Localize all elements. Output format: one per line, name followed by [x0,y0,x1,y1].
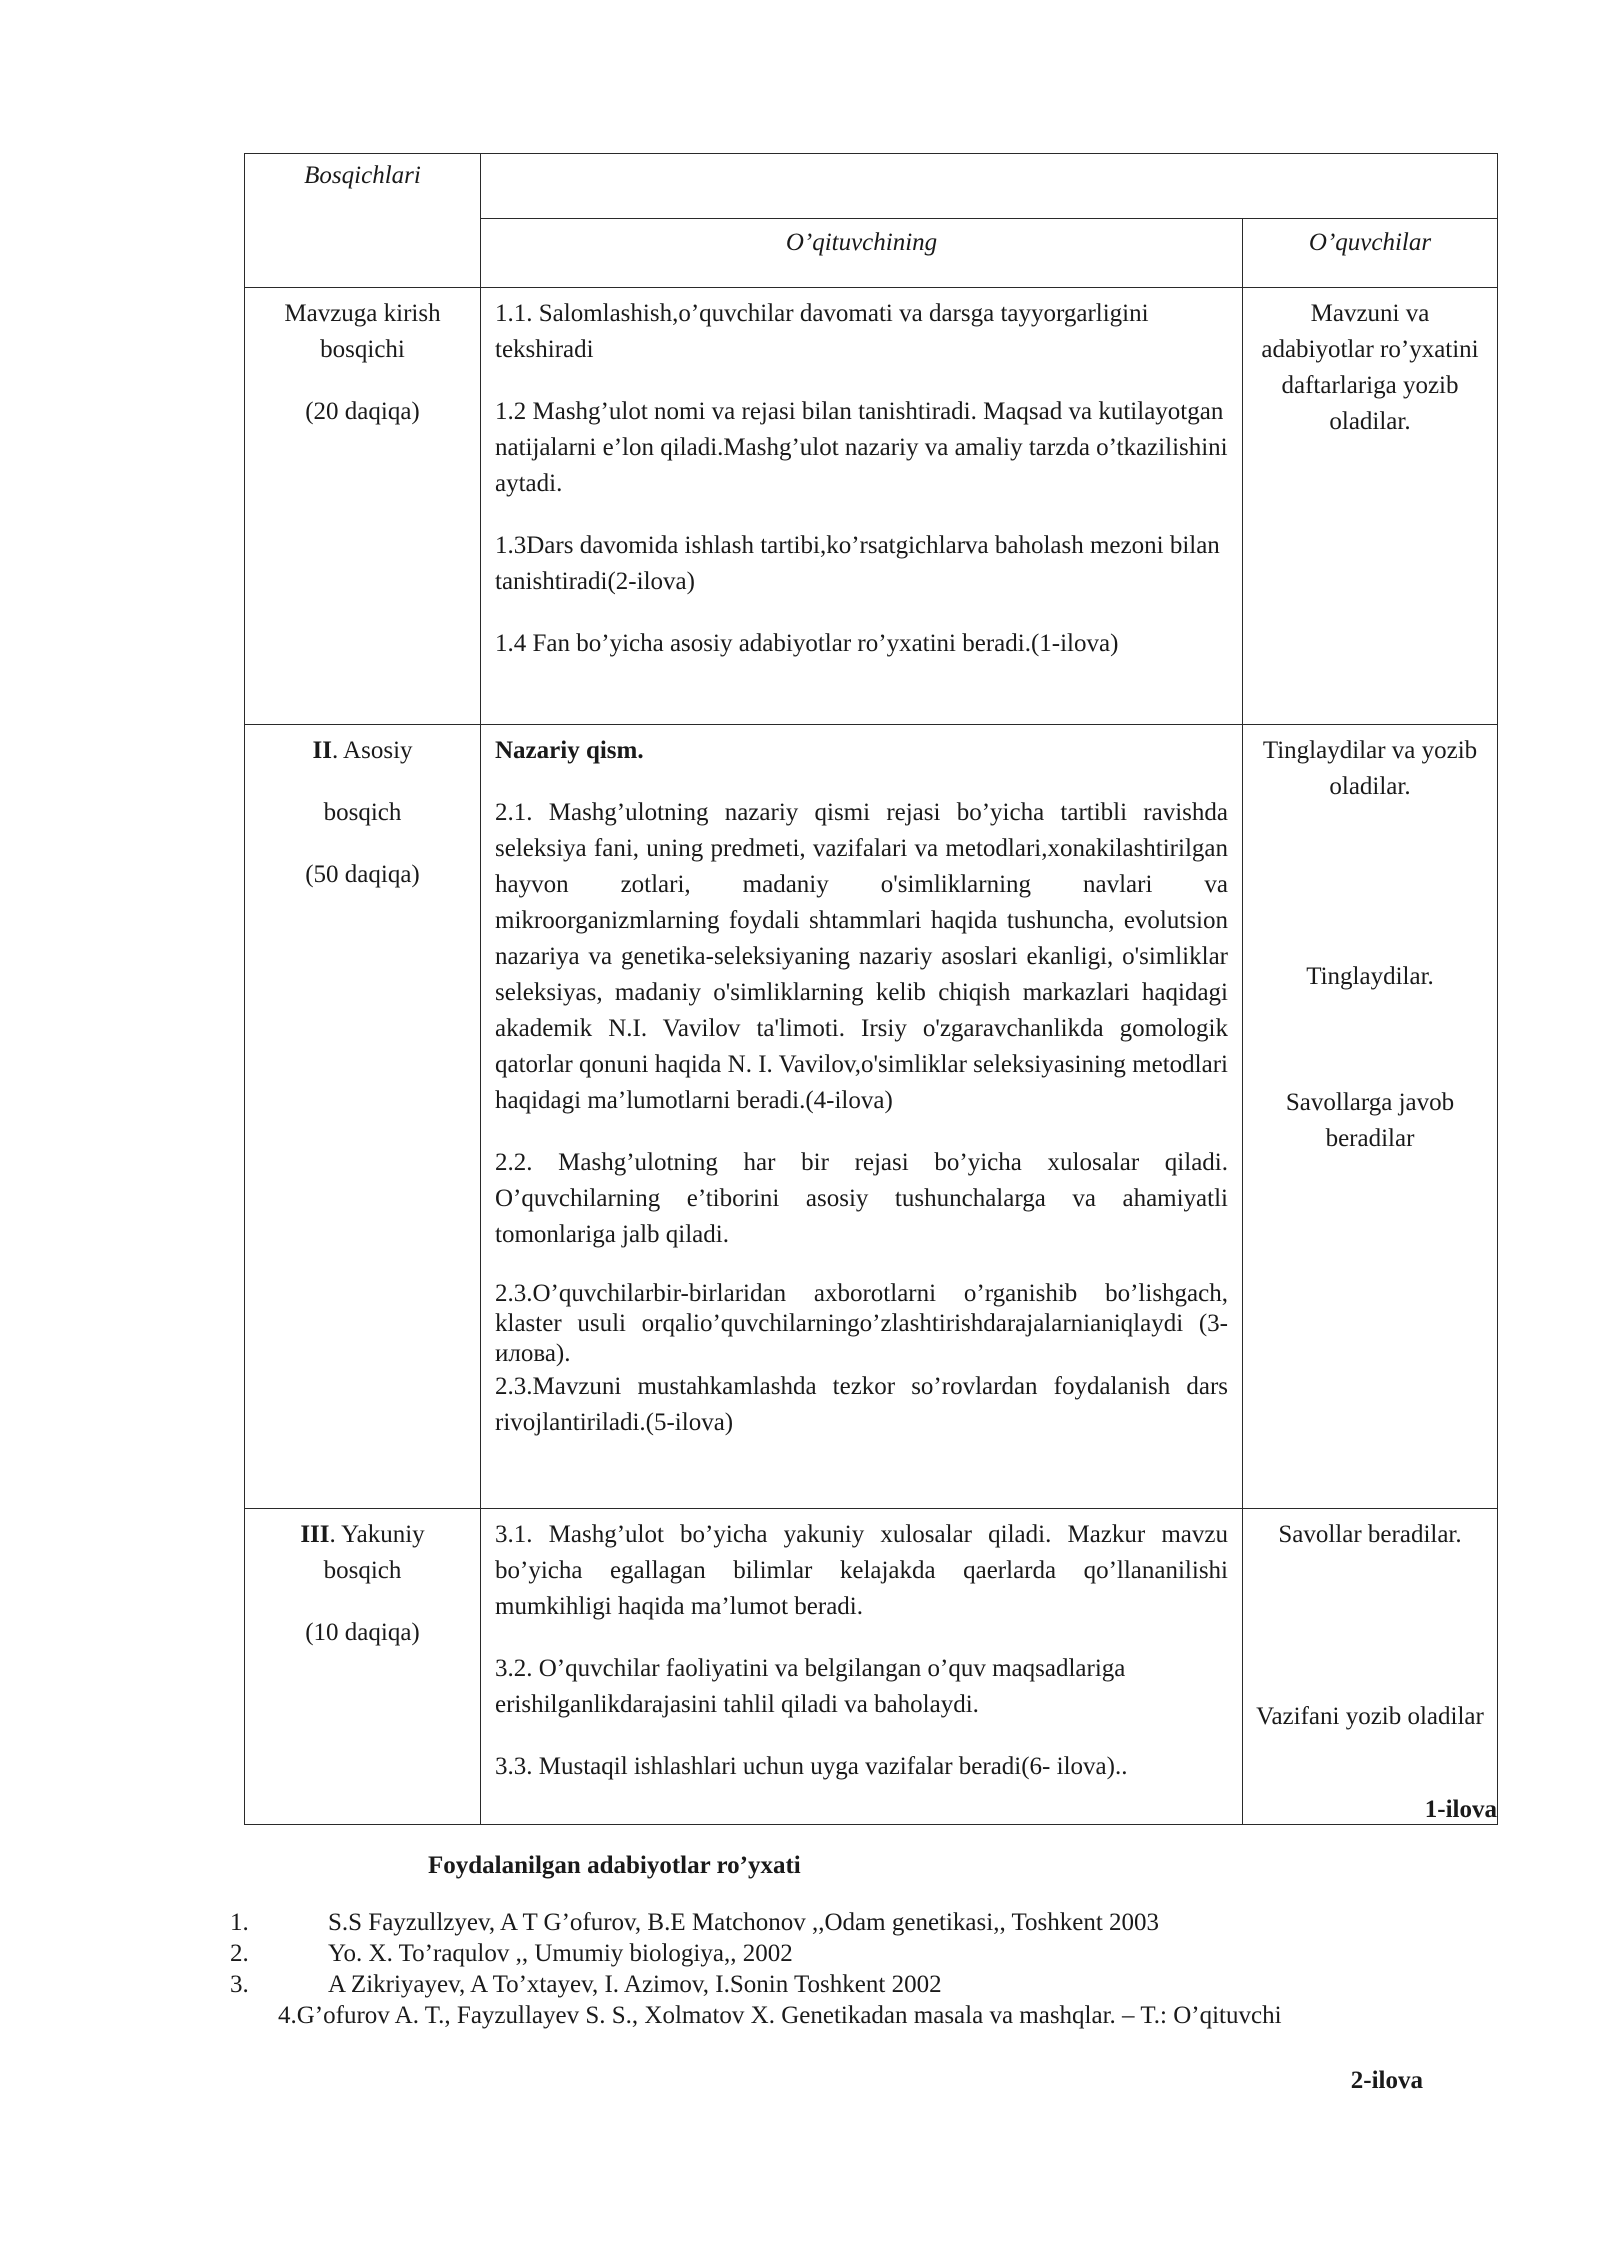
stage-name: . Asosiy [331,737,413,764]
lesson-plan-table [244,153,1498,1825]
list-item [230,1907,1480,1938]
teacher-step: 2.3.O’quvchilarbir-birlaridan axborotlarni o’rganishib bo’lishgach, klaster usuli orqalio’quvchilarningo’zlashtirishdarajalarnianiqlaydi (3-илова). [495,1280,1228,1367]
header-empty-cell [481,154,1498,219]
appendix-2-label: 2-ilova [1350,2067,1423,2094]
stage-name-line2: bosqich [323,799,402,826]
stage-name: Mavzuga kirish bosqichi [284,300,441,363]
list-item-text: Yo. X. To’raqulov ,, Umumiy biologiya,, 2002 [328,1940,793,1967]
teacher-activity-cell [481,725,1243,1509]
stage-time: (50 daqiqa) [305,861,420,888]
teacher-activity-cell [481,1509,1243,1825]
stage-cell [245,1509,481,1825]
literature-list [230,1907,1480,2031]
teacher-step: 1.2 Mashg’ulot nomi va rejasi bilan tanishtiradi. Maqsad va kutilayotgan natijalarni e’lon qiladi.Mashg’ulot nazariy va amaliy tarzda o’tkazilishini aytadi. [495,398,1228,497]
teacher-step: 3.3. Mustaqil ishlashlari uchun uyga vazifalar beradi(6- ilova).. [495,1753,1128,1780]
teacher-step: 3.1. Mashg’ulot bo’yicha yakuniy xulosalar qiladi. Mazkur mavzu bo’yicha egallagan bilimlar kelajakda qaerlarda qo’llananilishi mumkihligi haqida ma’lumot beradi. [495,1521,1228,1620]
list-item [230,1969,1480,2000]
student-step: Savollar beradilar. [1278,1521,1462,1548]
table-row [245,1509,1498,1825]
teacher-step: 2.1. Mashg’ulotning nazariy qismi rejasi bo’yicha tartibli ravishda seleksiya fani, uning predmeti, vazifalari va metodlari,xonakilashtirilgan hayvon zotlari, madaniy o'simliklarning navlari va mikroorganizmlarning foydali shtammlari haqida tushuncha, evolutsion nazariya va genetika-seleksiyaning nazariy asoslari ekanligi, o'simliklar seleksiyas, madaniy o'simliklarning kelib chiqish markazlari haqidagi akademik N.I. Vavilov ta'limoti. Irsiy o'zgaravchanlikda gomologik qatorlar qonuni haqida N. I. Vavilov,o'simliklar seleksiyasining metodlari haqidagi ma’lumotlarni beradi.(4-ilova) [495,799,1228,1114]
header-teacher: O’qituvchining [481,219,1243,288]
list-item-number: 2. [230,1940,249,1967]
list-item-number: 3. [230,1971,249,1998]
teacher-step: 3.2. O’quvchilar faoliyatini va belgilangan o’quv maqsadlariga erishilganlikdarajasini tahlil qiladi va baholaydi. [495,1655,1126,1718]
list-item: 4.G’ofurov A. T., Fayzullayev S. S., Xolmatov X. Genetikadan masala va mashqlar. – T.: O’qituvchi [278,2002,1282,2029]
student-activity-cell [1243,725,1498,1509]
literature-title: Foydalanilgan adabiyotlar ro’yxati [428,1852,801,1879]
appendix-1-label: 1-ilova [1424,1796,1497,1823]
student-step: Vazifani yozib oladilar [1256,1703,1484,1730]
table-row [245,288,1498,725]
student-step: Tinglaydilar va yozib oladilar. [1262,737,1478,800]
student-activity-cell [1243,288,1498,725]
list-item-number: 1. [230,1909,249,1936]
teacher-activity-cell [481,288,1243,725]
teacher-step: 1.4 Fan bo’yicha asosiy adabiyotlar ro’yxatini beradi.(1-ilova) [495,630,1119,657]
list-item-text: A Zikriyayev, A To’xtayev, I. Azimov, I.Sonin Toshkent 2002 [328,1971,942,1998]
teacher-step: 2.2. Mashg’ulotning har bir rejasi bo’yicha xulosalar qiladi. O’quvchilarning e’tiborini asosiy tushunchalarga va ahamiyatli tomonlariga jalb qiladi. [495,1149,1228,1248]
stage-time: (20 daqiqa) [305,398,420,425]
stage-roman: II [312,737,332,764]
teacher-step: 1.1. Salomlashish,o’quvchilar davomati va darsga tayyorgarligini tekshiradi [495,300,1149,363]
stage-name: . Yakuniy [329,1521,425,1548]
stage-cell [245,725,481,1509]
theory-heading: Nazariy qism. [495,737,644,764]
table-row [245,725,1498,1509]
teacher-step: 2.3.Mavzuni mustahkamlashda tezkor so’rovlardan foydalanish dars rivojlantiriladi.(5-ilova) [495,1373,1228,1436]
teacher-step: 1.3Dars davomida ishlash tartibi,ko’rsatgichlarva baholash mezoni bilan tanishtiradi(2-ilova) [495,532,1220,595]
stage-cell [245,288,481,725]
list-item-text: S.S Fayzullzyev, A T G’ofurov, B.E Matchonov ,,Odam genetikasi,, Toshkent 2003 [328,1909,1160,1936]
list-item [230,1938,1480,1969]
table-header-row [245,154,1498,219]
header-stages: Bosqichlari [245,154,481,288]
student-step: Tinglaydilar. [1306,963,1434,990]
stage-name-line2: bosqich [323,1557,402,1584]
student-step: Mavzuni va adabiyotlar ro’yxatini daftarlariga yozib oladilar. [1261,300,1479,435]
stage-time: (10 daqiqa) [305,1619,420,1646]
student-step: Savollarga javob beradilar [1285,1089,1455,1152]
student-activity-cell [1243,1509,1498,1825]
header-students: O’quvchilar [1243,219,1498,288]
stage-roman: III [300,1521,330,1548]
